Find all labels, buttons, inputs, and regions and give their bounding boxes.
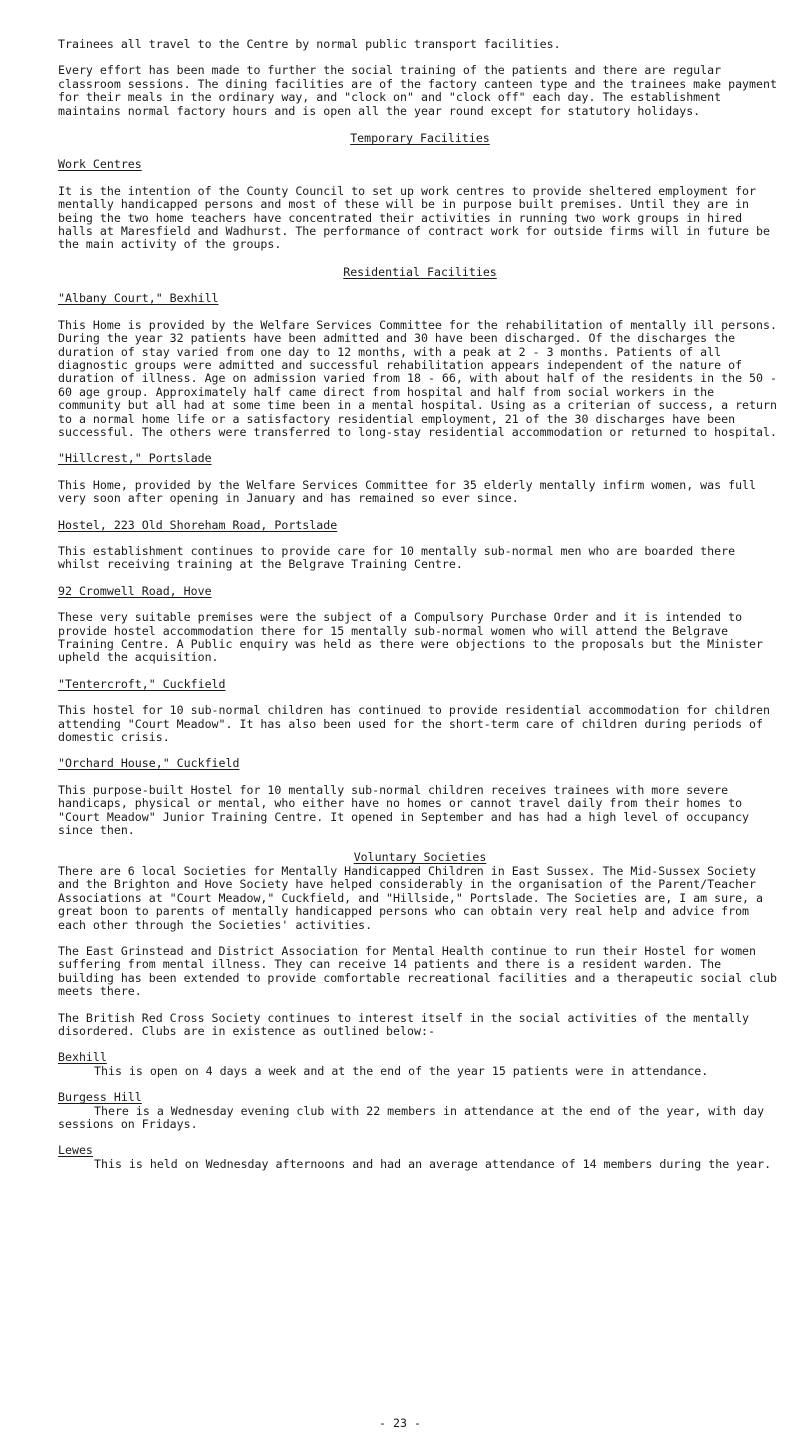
hostel-heading: Hostel, 223 Old Shoreham Road, Portslade: [58, 517, 338, 532]
burgess-hill-club-paragraph: There is a Wednesday evening club with 22 members in attendance at the end of the year, with day sessions on Fridays.: [58, 1103, 765, 1131]
east-grinstead-paragraph: The East Grinstead and District Association for Mental Health continue to run their Hostel for women suffering from mental illness. They can receive 14 patients and there is a resident warden. The building has been extended to provide comfortable recreational facilities and a therapeutic social club meets there.: [58, 943, 777, 999]
voluntary-societies-heading: Voluntary Societies: [353, 850, 487, 865]
red-cross-paragraph: The British Red Cross Society continues to interest itself in the social activities of the mentally disordered. Clubs are in existence as outlined below:-: [58, 1010, 750, 1038]
cromwell-road-paragraph: These very suitable premises were the subject of a Compulsory Purchase Order and it is intended to provide hostel accommodation there for 15 mentally sub-normal women who will attend the Belgrave Training Centre. A Public enquiry was held as there were objections to the proposals but the Minister upheld the acquisition.: [58, 610, 763, 665]
orchard-house-heading: "Orchard House," Cuckfield: [58, 756, 240, 771]
document-page: [58, 38, 782, 1171]
cromwell-road-heading: 92 Cromwell Road, Hove: [58, 583, 212, 598]
burgess-hill-club-heading: Burgess Hill: [58, 1090, 142, 1105]
work-centres-heading: Work Centres: [58, 157, 142, 172]
albany-court-heading: "Albany Court," Bexhill: [58, 291, 219, 306]
intro-transport: Trainees all travel to the Centre by normal public transport facilities.: [58, 37, 561, 51]
voluntary-societies-paragraph: There are 6 local Societies for Mentally Handicapped Children in East Sussex. The Mid-Sussex Society and the Brighton and Hove Society have helped considerably in the organisation of the Parent/Teacher Associations at "Court Meadow," Cuckfield, and "Hillside," Portslade. The Societies are, I am sure, a great boon to parents of mentally handicapped persons who can obtain very real help and advice from each other through the Societies' activities.: [58, 863, 763, 932]
page-number: - 23 -: [379, 1416, 421, 1430]
tentercroft-paragraph: This hostel for 10 sub-normal children has continued to provide residential accommodation for children attending "Court Meadow". It has also been used for the short-term care of children during periods of domestic crisis.: [58, 703, 770, 745]
albany-court-paragraph: This Home is provided by the Welfare Services Committee for the rehabilitation of mentally ill persons. During the year 32 patients have been admitted and 30 have been discharged. Of the discharges the duration of stay varied from one day to 12 months, with a peak at 2 - 3 months. Patients of all diagnostic groups were admitted and successful rehabilitation appears independent of the nature of duration of illness. Age on admission varied from 18 - 66, with about half of the residents in the 50 - 60 age group. Approximately half came direct from hospital and half from social workers in the community but all had at some time been in a mental hospital. Using as a criterian of success, a return to a normal home life or a satisfactory residential employment, 21 of the 30 discharges have been successful. The others were transferred to long-stay residential accommodation or returned to hospital.: [58, 317, 777, 439]
lewes-club-paragraph: This is held on Wednesday afternoons and had an average attendance of 14 members during the year.: [94, 1156, 772, 1171]
bexhill-club-paragraph: This is open on 4 days a week and at the end of the year 15 patients were in attendance.: [94, 1063, 709, 1078]
social-training-paragraph: Every effort has been made to further the social training of the patients and there are regular classroom sessions. The dining facilities are of the factory canteen type and the trainees make payment for their meals in the ordinary way, and "clock on" and "clock off" each day. The establishment maintains normal factory hours and is open all the year round except for statutory holidays.: [58, 63, 777, 118]
lewes-club-heading: Lewes: [58, 1143, 93, 1158]
hillcrest-paragraph: This Home, provided by the Welfare Services Committee for 35 elderly mentally infirm women, was full very soon after opening in January and has remained so ever since.: [58, 477, 757, 506]
hillcrest-heading: "Hillcrest," Portslade: [58, 451, 212, 466]
work-centres-paragraph: It is the intention of the County Council to set up work centres to provide sheltered employment for mentally handicapped persons and most of these will be in purpose built premises. Until they are in being the two home teachers have concentrated their activities in running two work groups in hired halls at Maresfield and Wadhurst. The performance of contract work for outside firms will in future be the main activity of the groups.: [58, 183, 770, 252]
hostel-paragraph: This establishment continues to provide care for 10 mentally sub-normal men who are boarded there whilst receiving training at the Belgrave Training Centre.: [58, 543, 736, 572]
bexhill-club-heading: Bexhill: [58, 1050, 107, 1065]
orchard-house-paragraph: This purpose-built Hostel for 10 mentally sub-normal children receives trainees with more severe handicaps, physical or mental, who either have no homes or cannot travel daily from their homes to "Court Meadow" Junior Training Centre. It opened in September and has had a high level of occupancy since then.: [58, 782, 750, 838]
temporary-facilities-heading: Temporary Facilities: [350, 131, 490, 146]
tentercroft-heading: "Tentercroft," Cuckfield: [58, 676, 226, 691]
residential-facilities-heading: Residential Facilities: [343, 264, 497, 279]
